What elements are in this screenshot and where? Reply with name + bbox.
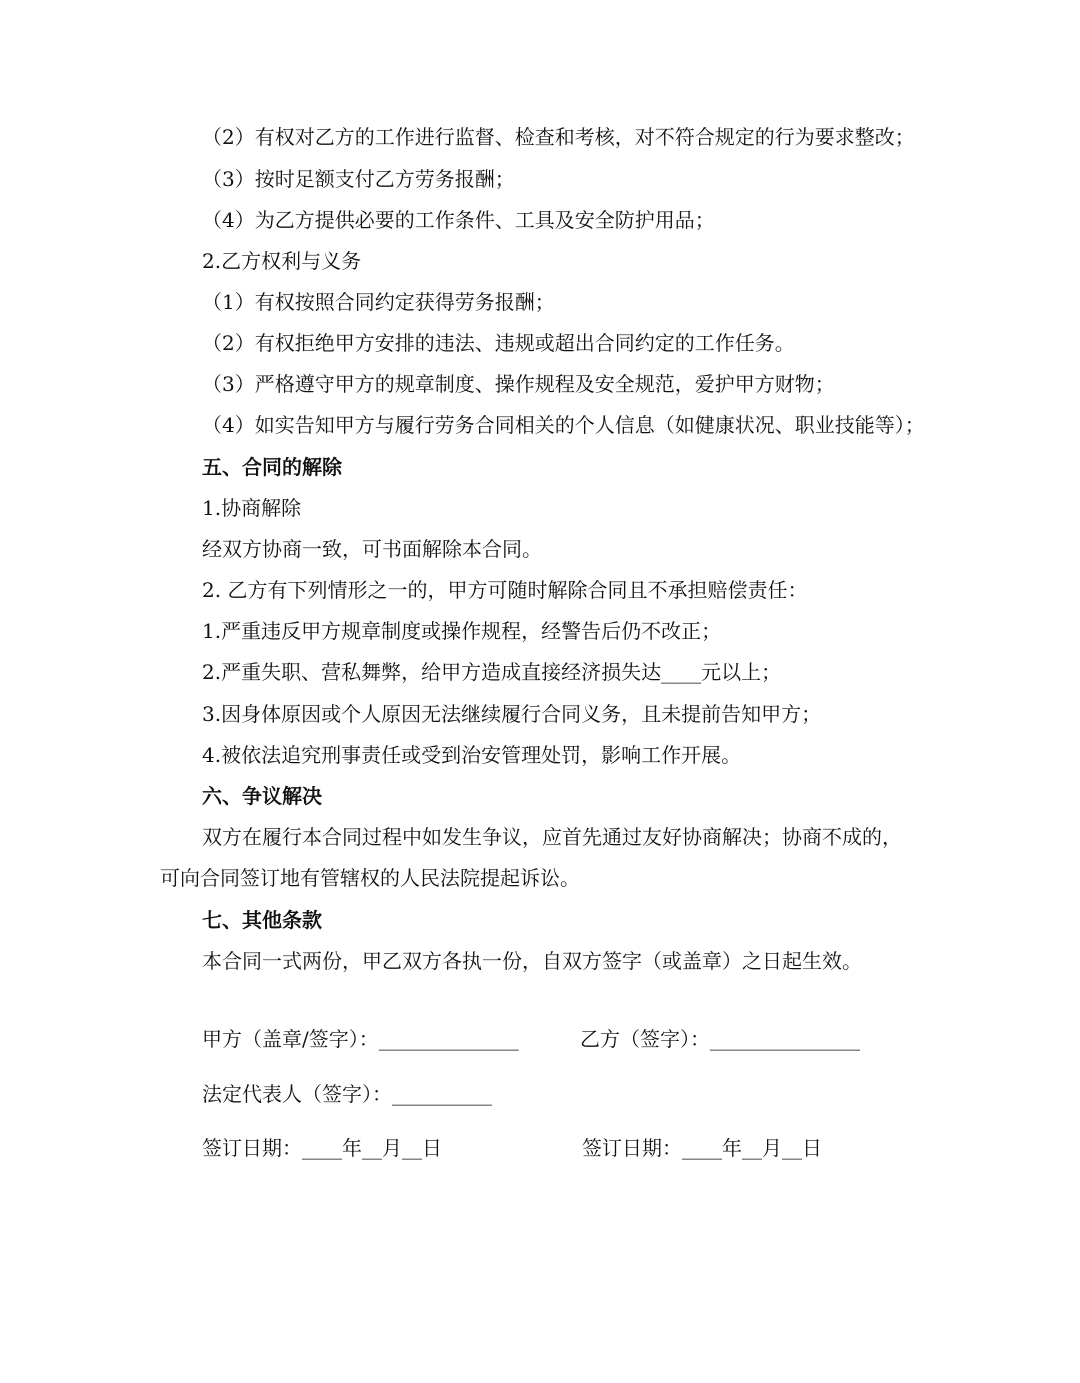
party-b-sign-date: 签订日期：____年__月__日 <box>582 1136 822 1160</box>
text-line: （2）有权拒绝甲方安排的违法、违规或超出合同约定的工作任务。 <box>202 331 795 355</box>
legal-rep-signature: 法定代表人（签字）：__________ <box>202 1082 492 1106</box>
text-line: 可向合同签订地有管辖权的人民法院提起诉讼。 <box>160 866 580 890</box>
text-line: 双方在履行本合同过程中如发生争议，应首先通过友好协商解决；协商不成的， <box>202 825 902 849</box>
text-line: （4）如实告知甲方与履行劳务合同相关的个人信息（如健康状况、职业技能等）； <box>202 413 925 437</box>
party-a-sign-date: 签订日期：____年__月__日 <box>202 1136 442 1160</box>
section-heading: 七、其他条款 <box>202 908 322 932</box>
text-line: （4）为乙方提供必要的工作条件、工具及安全防护用品； <box>202 208 715 232</box>
text-line: （2）有权对乙方的工作进行监督、检查和考核，对不符合规定的行为要求整改； <box>202 125 915 149</box>
text-line: 3.因身体原因或个人原因无法继续履行合同义务，且未提前告知甲方； <box>202 702 822 726</box>
text-line: （3）按时足额支付乙方劳务报酬； <box>202 167 515 191</box>
text-line: （1）有权按照合同约定获得劳务报酬； <box>202 290 555 314</box>
text-line: 2.乙方权利与义务 <box>202 249 362 273</box>
party-a-signature: 甲方（盖章/签字）：______________ <box>202 1027 519 1051</box>
text-line: 1.协商解除 <box>202 496 302 520</box>
text-line: 经双方协商一致，可书面解除本合同。 <box>202 537 542 561</box>
text-line: 2.严重失职、营私舞弊，给甲方造成直接经济损失达____元以上； <box>202 660 782 684</box>
text-line: 本合同一式两份，甲乙双方各执一份，自双方签字（或盖章）之日起生效。 <box>202 949 862 973</box>
section-heading: 五、合同的解除 <box>202 455 342 479</box>
text-line: （3）严格遵守甲方的规章制度、操作规程及安全规范，爱护甲方财物； <box>202 372 835 396</box>
section-heading: 六、争议解决 <box>202 784 322 808</box>
party-b-signature: 乙方（签字）：_______________ <box>580 1027 860 1051</box>
text-line: 2. 乙方有下列情形之一的，甲方可随时解除合同且不承担赔偿责任： <box>202 578 808 602</box>
text-line: 4.被依法追究刑事责任或受到治安管理处罚，影响工作开展。 <box>202 743 742 767</box>
text-line: 1.严重违反甲方规章制度或操作规程，经警告后仍不改正； <box>202 619 722 643</box>
